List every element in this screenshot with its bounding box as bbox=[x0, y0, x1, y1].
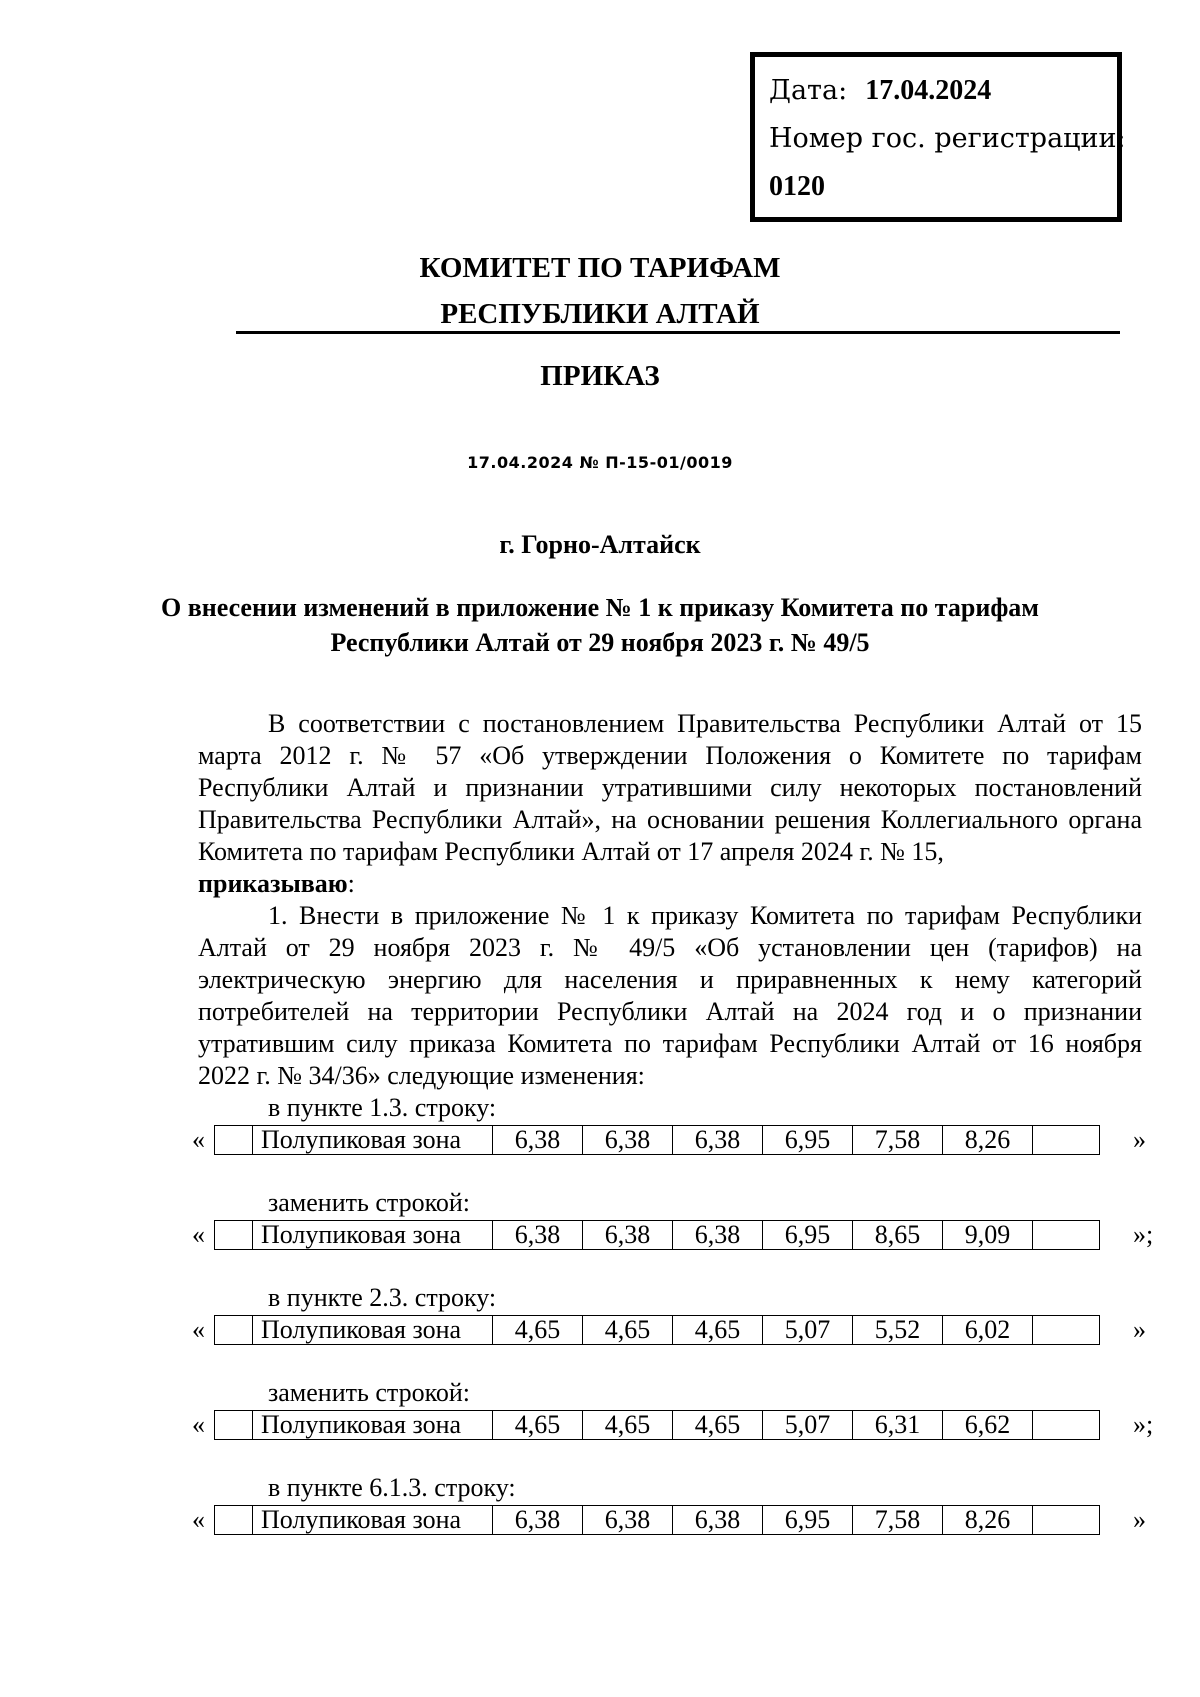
row-empty-cell bbox=[1033, 1221, 1099, 1249]
document-title-line2: Республики Алтай от 29 ноября 2023 г. № 49/5 bbox=[330, 628, 870, 657]
document-city: г. Горно-Алтайск bbox=[499, 530, 701, 559]
row-value-cell: 4,65 bbox=[493, 1411, 583, 1439]
row-value-cell: 6,95 bbox=[763, 1221, 853, 1249]
row-value-cell: 6,38 bbox=[673, 1221, 763, 1249]
row-close-quote: » bbox=[1133, 1315, 1146, 1344]
row-value-cell: 7,58 bbox=[853, 1506, 943, 1534]
row-value-cell: 6,38 bbox=[583, 1506, 673, 1534]
row-value-cell: 5,52 bbox=[853, 1316, 943, 1344]
row-value-cell: 6,38 bbox=[493, 1221, 583, 1249]
registration-stamp bbox=[750, 52, 1126, 222]
tariff-row-cells bbox=[214, 1220, 1100, 1250]
registration-date-value: 17.04.2024 bbox=[865, 75, 992, 106]
row-value-cell: 6,38 bbox=[583, 1126, 673, 1154]
row-empty-cell bbox=[215, 1126, 253, 1154]
row-value-cell: 5,07 bbox=[763, 1411, 853, 1439]
order-verb-colon: : bbox=[347, 869, 355, 898]
row-empty-cell bbox=[1033, 1316, 1099, 1344]
preamble-paragraph bbox=[198, 708, 1142, 900]
row-value-cell: 9,09 bbox=[943, 1221, 1033, 1249]
org-name-line2: РЕСПУБЛИКИ АЛТАЙ bbox=[440, 298, 760, 330]
registration-number-value: 0120 bbox=[769, 171, 825, 202]
row-empty-cell bbox=[1033, 1126, 1099, 1154]
row-value-cell: 6,38 bbox=[583, 1221, 673, 1249]
header-divider bbox=[236, 331, 1120, 334]
row-open-quote: « bbox=[192, 1505, 205, 1534]
order-verb: приказываю bbox=[198, 869, 348, 898]
row-empty-cell bbox=[215, 1221, 253, 1249]
row-value-cell: 6,02 bbox=[943, 1316, 1033, 1344]
row-value-cell: 6,95 bbox=[763, 1126, 853, 1154]
registration-number-label: Номер гос. регистрации: bbox=[769, 123, 1126, 154]
row-value-cell: 6,38 bbox=[493, 1126, 583, 1154]
row-value-cell: 6,38 bbox=[493, 1506, 583, 1534]
org-name-line1: КОМИТЕТ ПО ТАРИФАМ bbox=[419, 252, 781, 284]
change-label: в пункте 6.1.3. строку: bbox=[268, 1473, 516, 1502]
row-close-quote: » bbox=[1133, 1505, 1146, 1534]
row-value-cell: 6,62 bbox=[943, 1411, 1033, 1439]
row-zone-name: Полупиковая зона bbox=[253, 1316, 493, 1344]
row-zone-name: Полупиковая зона bbox=[253, 1411, 493, 1439]
registration-date-label: Дата: bbox=[769, 75, 848, 106]
registration-date-line bbox=[769, 67, 1103, 115]
row-value-cell: 8,65 bbox=[853, 1221, 943, 1249]
row-value-cell: 6,38 bbox=[673, 1506, 763, 1534]
tariff-row-cells bbox=[214, 1125, 1100, 1155]
row-empty-cell bbox=[215, 1411, 253, 1439]
row-zone-name: Полупиковая зона bbox=[253, 1221, 493, 1249]
row-value-cell: 8,26 bbox=[943, 1506, 1033, 1534]
change-label: заменить строкой: bbox=[268, 1378, 471, 1407]
row-value-cell: 4,65 bbox=[583, 1316, 673, 1344]
preamble-text: В соответствии с постановлением Правительства Республики Алтай от 15 марта 2012 г. № 57 «Об утверждении Положения о Комитете по тарифам Республики Алтай и признании утратившими силу некоторых постановлений Правительства Республики Алтай», на основании решения Коллегиального органа Комитета по тарифам Республики Алтай от 17 апреля 2024 г. № 15, bbox=[198, 709, 1142, 866]
row-empty-cell bbox=[215, 1316, 253, 1344]
change-label: в пункте 1.3. строку: bbox=[268, 1093, 497, 1122]
row-value-cell: 7,58 bbox=[853, 1126, 943, 1154]
document-number: 17.04.2024 № П-15-01/0019 bbox=[467, 453, 733, 472]
change-label: заменить строкой: bbox=[268, 1188, 471, 1217]
row-value-cell: 5,07 bbox=[763, 1316, 853, 1344]
row-value-cell: 4,65 bbox=[673, 1316, 763, 1344]
row-empty-cell bbox=[1033, 1411, 1099, 1439]
change-label: в пункте 2.3. строку: bbox=[268, 1283, 497, 1312]
row-value-cell: 6,95 bbox=[763, 1506, 853, 1534]
document-type: ПРИКАЗ bbox=[540, 360, 660, 392]
row-zone-name: Полупиковая зона bbox=[253, 1126, 493, 1154]
tariff-row-cells bbox=[214, 1410, 1100, 1440]
row-value-cell: 8,26 bbox=[943, 1126, 1033, 1154]
row-close-quote: » bbox=[1133, 1125, 1146, 1154]
document-title bbox=[0, 590, 1200, 660]
row-empty-cell bbox=[1033, 1506, 1099, 1534]
row-value-cell: 6,38 bbox=[673, 1126, 763, 1154]
row-value-cell: 4,65 bbox=[673, 1411, 763, 1439]
row-value-cell: 4,65 bbox=[583, 1411, 673, 1439]
row-zone-name: Полупиковая зона bbox=[253, 1506, 493, 1534]
row-open-quote: « bbox=[192, 1125, 205, 1154]
row-value-cell: 6,31 bbox=[853, 1411, 943, 1439]
row-open-quote: « bbox=[192, 1410, 205, 1439]
document-title-line1: О внесении изменений в приложение № 1 к приказу Комитета по тарифам bbox=[160, 593, 1040, 622]
tariff-row-cells bbox=[214, 1315, 1100, 1345]
row-open-quote: « bbox=[192, 1220, 205, 1249]
row-close-quote: »; bbox=[1133, 1410, 1154, 1439]
clause-1-paragraph: 1. Внести в приложение № 1 к приказу Комитета по тарифам Республики Алтай от 29 ноября 2023 г. № 49/5 «Об установлении цен (тарифов) на электрическую энергию для населения и приравненных к нему категорий потребителей на территории Республики Алтай на 2024 год и о признании утратившим силу приказа Комитета по тарифам Республики Алтай от 16 ноября 2022 г. № 34/36» следующие изменения: bbox=[198, 901, 1142, 1090]
row-open-quote: « bbox=[192, 1315, 205, 1344]
row-empty-cell bbox=[215, 1506, 253, 1534]
row-close-quote: »; bbox=[1133, 1220, 1154, 1249]
row-value-cell: 4,65 bbox=[493, 1316, 583, 1344]
tariff-row-cells bbox=[214, 1505, 1100, 1535]
